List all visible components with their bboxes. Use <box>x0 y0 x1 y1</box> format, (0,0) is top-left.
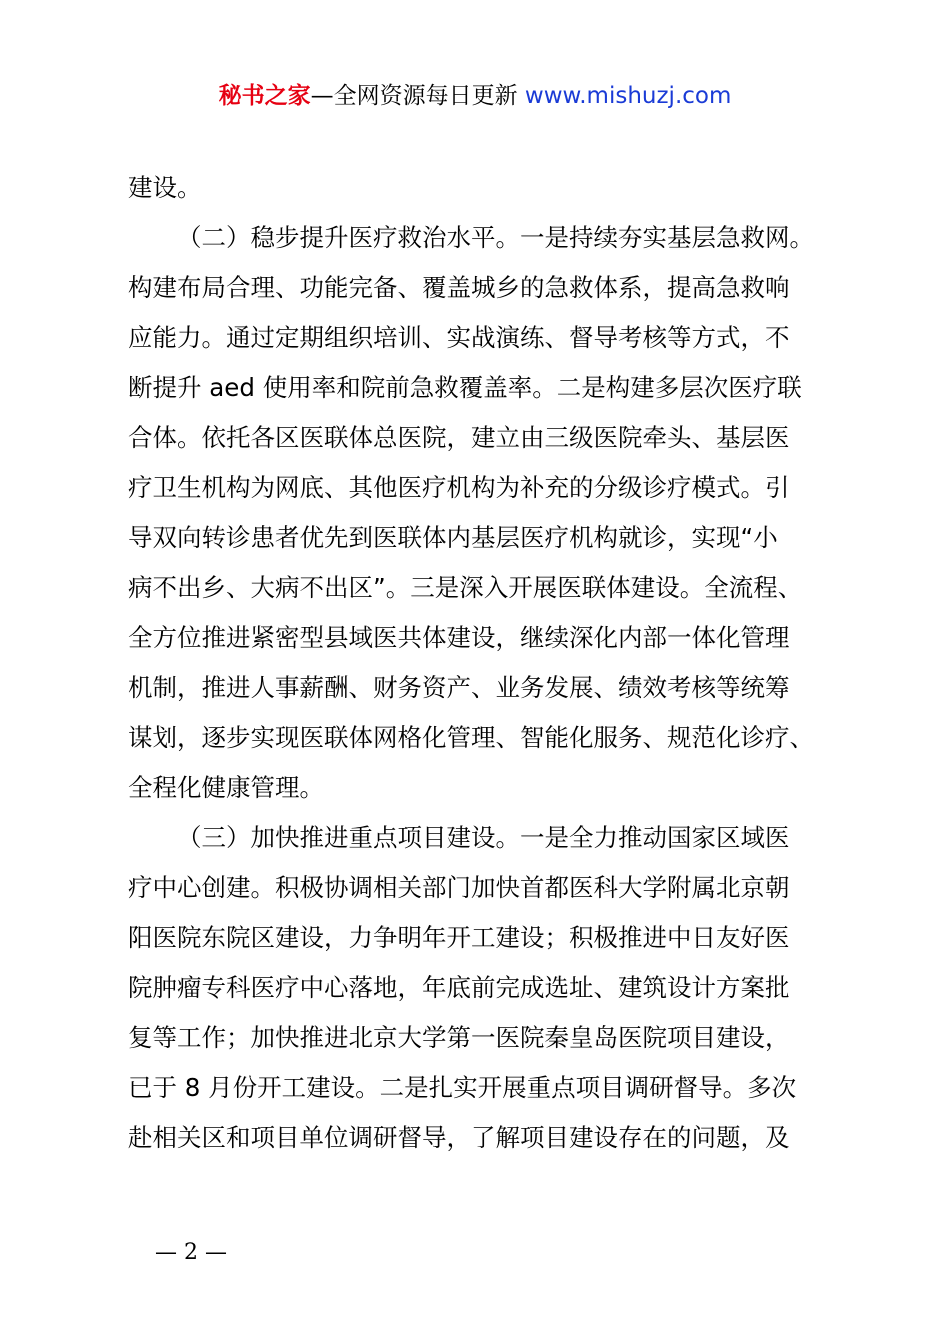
paragraph-line: 全程化健康管理。 <box>128 773 324 802</box>
site-url[interactable]: www.mishuzj.com <box>524 83 732 109</box>
paragraph-line: 导双向转诊患者优先到医联体内基层医疗机构就诊，实现“小 <box>128 523 778 552</box>
paragraph-line: 谋划，逐步实现医联体网格化管理、智能化服务、规范化诊疗、 <box>128 723 814 752</box>
paragraph-line: 复等工作；加快推进北京大学第一医院秦皇岛医院项目建设， <box>128 1023 790 1052</box>
site-tagline: —全网资源每日更新 <box>310 83 518 109</box>
site-brand: 秘书之家 <box>218 83 311 109</box>
paragraph-line: 机制，推进人事薪酬、财务资产、业务发展、绩效考核等统筹 <box>128 673 790 702</box>
paragraph-line: 建设。 <box>128 173 202 202</box>
paragraph-line: 赴相关区和项目单位调研督导，了解项目建设存在的问题，及 <box>128 1123 790 1152</box>
site-header <box>0 78 950 114</box>
paragraph-line: 应能力。通过定期组织培训、实战演练、督导考核等方式，不 <box>128 323 790 352</box>
paragraph-line: 全方位推进紧密型县域医共体建设，继续深化内部一体化管理 <box>128 623 790 652</box>
paragraph-line: 断提升 aed 使用率和院前急救覆盖率。二是构建多层次医疗联 <box>128 373 802 402</box>
paragraph-line: 病不出乡、大病不出区”。三是深入开展医联体建设。全流程、 <box>128 573 803 602</box>
section-heading-line: （二）稳步提升医疗救治水平。一是持续夯实基层急救网。 <box>177 223 814 252</box>
paragraph-line: 合体。依托各区医联体总医院，建立由三级医院牵头、基层医 <box>128 423 790 452</box>
paragraph-line: 阳医院东院区建设，力争明年开工建设；积极推进中日友好医 <box>128 923 790 952</box>
paragraph-line: 已于 8 月份开工建设。二是扎实开展重点项目调研督导。多次 <box>128 1073 797 1102</box>
paragraph-line: 构建布局合理、功能完备、覆盖城乡的急救体系，提高急救响 <box>128 273 790 302</box>
page-number: — 2 — <box>155 1240 227 1265</box>
paragraph-line: 院肿瘤专科医疗中心落地，年底前完成选址、建筑设计方案批 <box>128 973 790 1002</box>
paragraph-line: 疗卫生机构为网底、其他医疗机构为补充的分级诊疗模式。引 <box>128 473 790 502</box>
paragraph-line: 疗中心创建。积极协调相关部门加快首都医科大学附属北京朝 <box>128 873 790 902</box>
section-heading-line: （三）加快推进重点项目建设。一是全力推动国家区域医 <box>177 823 790 852</box>
